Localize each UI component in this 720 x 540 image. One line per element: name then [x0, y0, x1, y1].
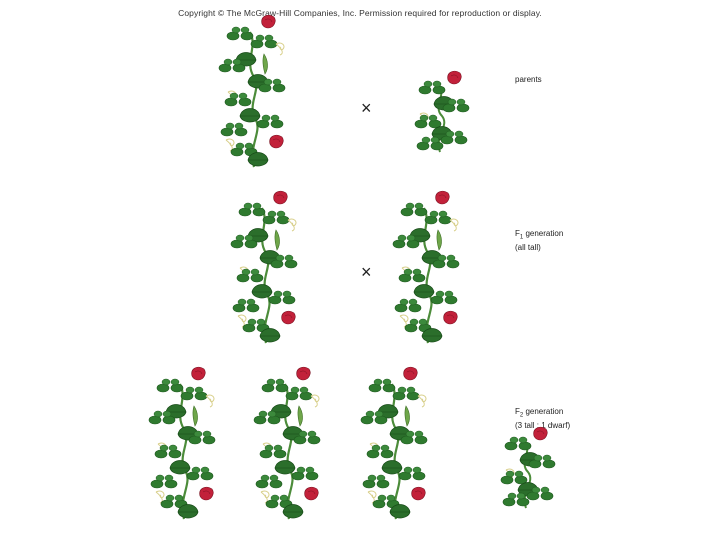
cross-symbol-parents: ×	[361, 98, 372, 118]
cross-symbol-f1: ×	[361, 262, 372, 282]
parent-tall-plant	[219, 15, 285, 167]
parents-label-text: parents	[515, 75, 542, 84]
f1-tall-plant-1	[231, 191, 297, 343]
f1-prefix: F	[515, 229, 520, 238]
f1-tall-plant-2	[393, 191, 459, 343]
f1-rest: generation	[523, 229, 564, 238]
f2-rest: generation	[523, 407, 564, 416]
f2-prefix: F	[515, 407, 520, 416]
f2-tall-plant-3	[361, 367, 427, 519]
parent-dwarf-plant	[415, 71, 469, 152]
f2-tall-plant-1	[149, 367, 215, 519]
f2-tall-plant-2	[254, 367, 320, 519]
f2-dwarf-plant	[501, 427, 555, 508]
f1-ratio-text: (all tall)	[515, 242, 541, 252]
f1-subscript: 1	[519, 234, 524, 241]
f2-subscript: 2	[519, 412, 524, 419]
f2-ratio-text: (3 tall : 1 dwarf)	[515, 420, 571, 430]
copyright-notice: Copyright © The McGraw-Hill Companies, Inc. Permission required for reproduction or display.	[178, 8, 542, 18]
